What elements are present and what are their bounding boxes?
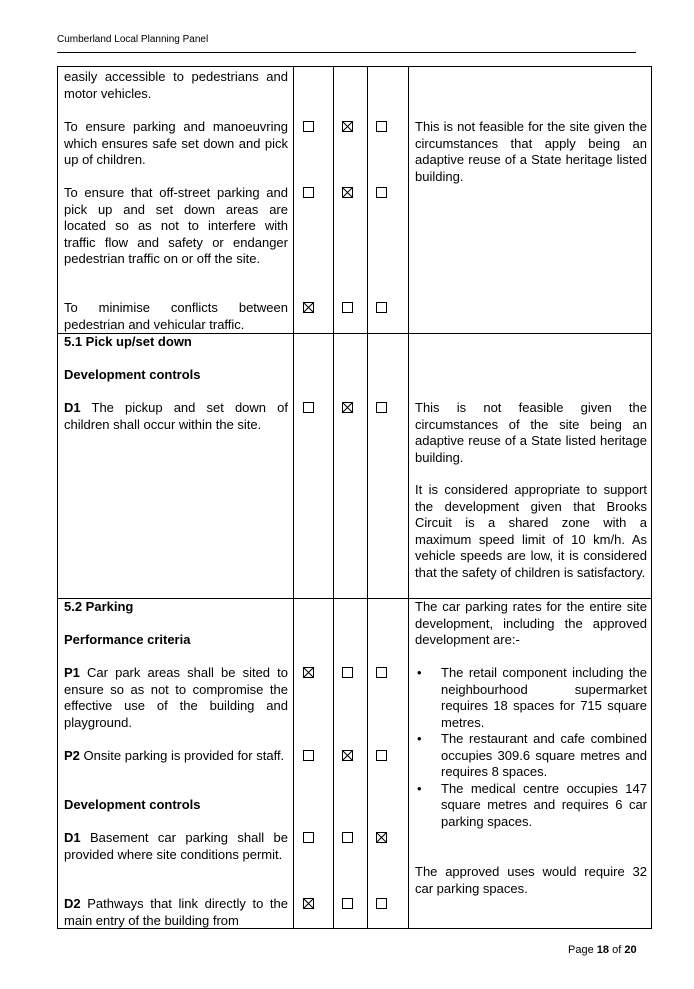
comment-text: This is not feasible for the site given the circumstances that apply being an adaptive reuse of a State heritage listed building. [415, 119, 647, 184]
checkbox-na[interactable] [376, 750, 387, 761]
checkbox-no[interactable] [342, 898, 353, 909]
checkbox-no[interactable] [342, 121, 353, 132]
parking-rates-list [415, 665, 647, 830]
checkbox-no[interactable] [342, 832, 353, 843]
subsection-heading: Development controls [64, 797, 201, 812]
control-code: P1 [64, 665, 80, 680]
control-item [64, 896, 288, 929]
criterion-text: easily accessible to pedestrians and motor vehicles. [64, 69, 288, 101]
list-item: • The retail component including the neighbourhood supermarket requires 18 spaces for 715 square metres. [415, 665, 647, 731]
control-text: The pickup and set down of children shall occur within the site. [64, 400, 288, 432]
comment-text: It is considered appropriate to support the development given that Brooks Circuit is a shared zone with a maximum speed limit of 10 km/h. As vehicle speeds are low, it is considered that the safety of children is satisfactory. [415, 482, 647, 580]
control-text: Basement car parking shall be provided where site conditions permit. [64, 830, 288, 862]
checkbox-no[interactable] [342, 302, 353, 313]
checkbox-yes[interactable] [303, 750, 314, 761]
cross-mark-icon [304, 668, 313, 677]
header-title: Cumberland Local Planning Panel [57, 34, 209, 45]
cross-mark-icon [343, 188, 352, 197]
comment-text: The approved uses would require 32 car parking spaces. [415, 864, 647, 896]
header-rule [57, 52, 636, 53]
section-heading: 5.1 Pick up/set down [64, 334, 192, 349]
control-code: D1 [64, 400, 81, 415]
cross-mark-icon [343, 403, 352, 412]
control-item [64, 665, 288, 731]
checkbox-no[interactable] [342, 750, 353, 761]
control-text: Car park areas shall be sited to ensure so as not to compromise the effective use of the building and playground. [64, 665, 288, 730]
checkbox-na[interactable] [376, 187, 387, 198]
checkbox-yes[interactable] [303, 667, 314, 678]
compliance-table [57, 66, 652, 929]
subsection-heading: Development controls [64, 367, 201, 382]
comment-text: This is not feasible given the circumstances of the site being an adaptive reuse of a State listed heritage building. [415, 400, 647, 465]
checkbox-yes[interactable] [303, 187, 314, 198]
checkbox-no[interactable] [342, 667, 353, 678]
criterion-text: To ensure that off-street parking and pick up and set down areas are located so as not to interfere with traffic flow and safety or endanger pedestrian traffic on or off the site. [64, 185, 288, 266]
page-label: Page [568, 944, 594, 956]
column-divider [367, 67, 368, 928]
control-item [64, 830, 288, 863]
control-code: P2 [64, 748, 80, 763]
checkbox-na[interactable] [376, 402, 387, 413]
cross-mark-icon [304, 899, 313, 908]
cross-mark-icon [377, 833, 386, 842]
checkbox-no[interactable] [342, 402, 353, 413]
control-item [64, 400, 288, 433]
section-heading: 5.2 Parking [64, 599, 134, 614]
checkbox-yes[interactable] [303, 832, 314, 843]
checkbox-na[interactable] [376, 302, 387, 313]
comment-text: The car parking rates for the entire site development, including the approved development are:- [415, 599, 647, 647]
control-text: Pathways that link directly to the main entry of the building from [64, 896, 288, 928]
checkbox-na[interactable] [376, 898, 387, 909]
cross-mark-icon [343, 122, 352, 131]
subsection-heading: Performance criteria [64, 632, 191, 647]
control-code: D2 [64, 896, 81, 911]
checkbox-yes[interactable] [303, 302, 314, 313]
checkbox-yes[interactable] [303, 121, 314, 132]
list-item: • The medical centre occupies 147 square metres and requires 6 car parking spaces. [415, 781, 647, 831]
of-label: of [612, 944, 622, 956]
checkbox-na[interactable] [376, 121, 387, 132]
current-page: 18 [596, 944, 610, 956]
column-divider [408, 67, 409, 928]
control-code: D1 [64, 830, 81, 845]
control-text: Onsite parking is provided for staff. [83, 748, 285, 763]
checkbox-na[interactable] [376, 832, 387, 843]
page-number [568, 944, 637, 956]
list-item: • The restaurant and cafe combined occupies 309.6 square metres and requires 8 spaces. [415, 731, 647, 781]
column-divider [333, 67, 334, 928]
criterion-text: To minimise conflicts between pedestrian and vehicular traffic. [64, 300, 288, 332]
checkbox-no[interactable] [342, 187, 353, 198]
checkbox-yes[interactable] [303, 402, 314, 413]
control-item [64, 748, 288, 765]
total-pages: 20 [624, 944, 637, 956]
checkbox-yes[interactable] [303, 898, 314, 909]
criterion-text: To ensure parking and manoeuvring which ensures safe set down and pick up of children. [64, 119, 288, 167]
cross-mark-icon [304, 303, 313, 312]
cross-mark-icon [343, 751, 352, 760]
column-divider [293, 67, 294, 928]
checkbox-na[interactable] [376, 667, 387, 678]
